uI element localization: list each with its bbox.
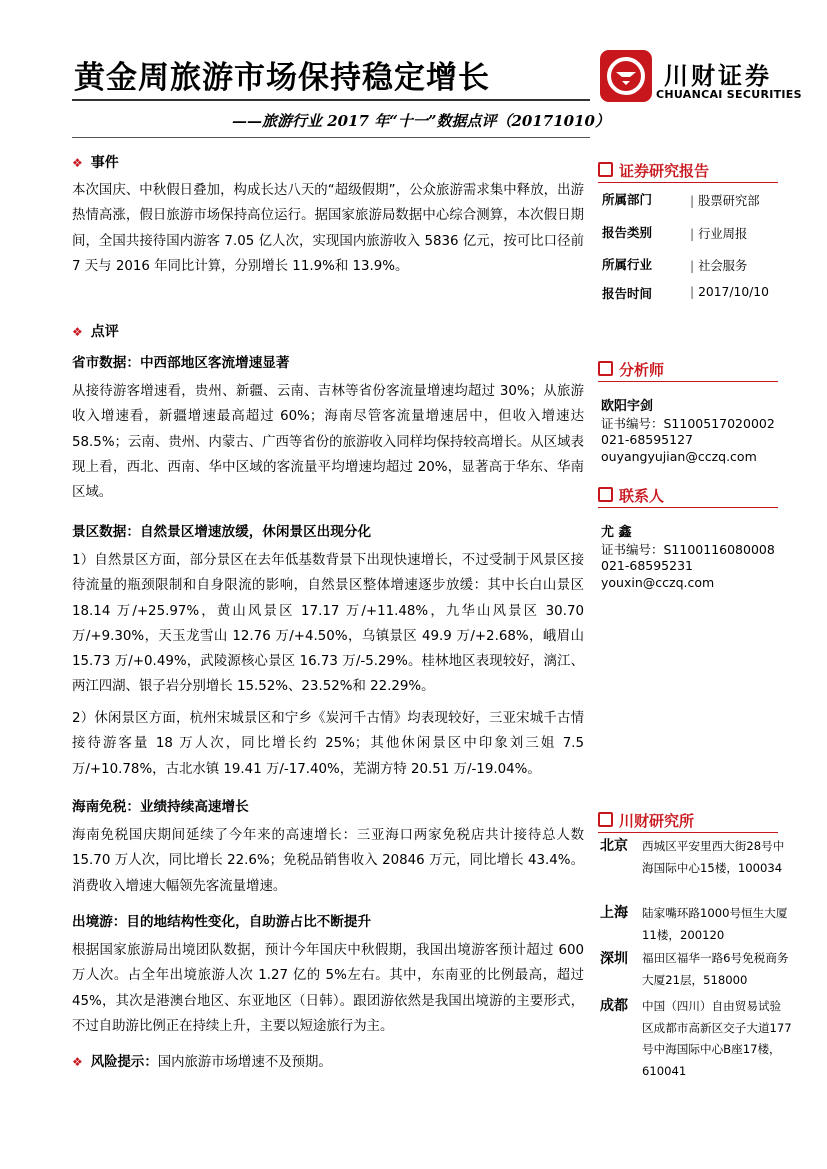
title-rule: [72, 99, 590, 101]
info-value: | 行业周报: [690, 224, 747, 242]
institute-heading: 川财研究所: [598, 810, 694, 831]
side-rule: [598, 832, 778, 833]
report-subtitle: ——旅游行业 2017 年“十一”数据点评（20171010）: [232, 112, 610, 130]
section-heading-scenic: 景区数据：自然景区增速放缓，休闲景区出现分化: [72, 524, 372, 540]
office-city: 深圳: [600, 951, 628, 967]
diamond-bullet-icon: ❖: [72, 156, 83, 170]
side-rule: [598, 182, 778, 183]
event-text: 本次国庆、中秋假日叠加，构成长达八天的“超级假期”，公众旅游需求集中释放，出游热情高涨，假日旅游市场保持高位运行。据国家旅游局数据中心综合测算，本次假日期间，全国共接待国内游客 7.05 亿人次，实现国内旅游收入 5836 亿元，按可比口径前 7 天与 2016 年同比计算，分别增长 11.9%和 13.9%。: [72, 183, 584, 274]
section-heading-province: 省市数据：中西部地区客流增速显著: [72, 355, 290, 371]
analyst-phone: 021-68595127: [601, 432, 693, 447]
info-label: 报告类别: [602, 225, 653, 240]
section-paragraph: 海南免税国庆期间延续了今年来的高速增长：三亚海口两家免税店共计接待总人数 15.70 万人次，同比增长 22.6%；免税品销售收入 20846 万元，同比增长 43.4%。消费收入增速大幅领先客流量增速。: [72, 828, 584, 894]
diamond-bullet-icon: ❖: [72, 1055, 83, 1069]
office-address: 中国（四川）自由贸易试验区成都市高新区交子大道177号中海国际中心B座17楼，610041: [642, 999, 792, 1078]
contact-card: [601, 525, 775, 591]
subtitle-rule: [72, 137, 590, 138]
info-label: 所属行业: [602, 257, 653, 272]
section-paragraph: 2）休闲景区方面，杭州宋城景区和宁乡《炭河千古情》均表现较好，三亚宋城千古情接待游客量 18 万人次，同比增长约 25%；其他休闲景区中印象刘三姐 7.5 万/+10.78%，古北水镇 19.41 万/-17.40%，芜湖方特 20.51 万/-19.04%。: [72, 711, 584, 777]
contact-name: 尤 鑫: [601, 525, 632, 540]
report-title: 黄金周旅游市场保持稳定增长: [74, 60, 490, 96]
info-label: 报告时间: [602, 286, 653, 301]
section-paragraph: 根据国家旅游局出境团队数据，预计今年国庆中秋假期，我国出境游客预计超过 600 万人次。占全年出境旅游人次 1.27 亿的 5%左右。其中，东南亚的比例最高，超过 45%，其次是港澳台地区、东亚地区（日韩）。跟团游依然是我国出境游的主要形式，不过自助游比例正在持续上升，主要以短途旅行为主。: [72, 943, 584, 1034]
square-bullet-icon: [598, 361, 613, 376]
contact-heading: 联系人: [598, 485, 664, 506]
side-rule: [598, 507, 778, 508]
info-label: 所属部门: [602, 192, 653, 207]
brand-name-en: CHUANCAI SECURITIES: [656, 88, 802, 101]
analyst-card: [601, 399, 775, 465]
analyst-name: 欧阳宇剑: [601, 399, 654, 414]
report-type-heading: 证券研究报告: [598, 160, 709, 181]
office-address: 陆家嘴环路1000号恒生大厦11楼，200120: [642, 906, 788, 942]
brand-name: 川财证券: [664, 62, 772, 90]
square-bullet-icon: [598, 162, 613, 177]
office-city: 上海: [600, 905, 628, 921]
office-city: 北京: [600, 838, 628, 854]
contact-email[interactable]: youxin@cczq.com: [601, 574, 715, 590]
analyst-cert: 证书编号：S1100517020002: [601, 415, 775, 431]
risk-note: ❖ 风险提示：国内旅游市场增速不及预期。: [72, 1055, 332, 1070]
section-paragraph: 1）自然景区方面，部分景区在去年低基数背景下出现快速增长，不过受制于风景区接待流量的瓶颈限制和自身限流的影响，自然景区整体增速逐步放缓：其中长白山景区 18.14 万/+25.97%，黄山风景区 17.17 万/+11.48%，九华山风景区 30.70 万/+9.30%，天玉龙雪山 12.76 万/+4.50%，乌镇景区 49.9 万/+2.68%，峨眉山 15.73 万/+0.49%，武陵源核心景区 16.73 万/-5.29%。桂林地区表现较好，漓江、两江四湖、银子岩分别增长 15.52%、23.52%和 22.29%。: [72, 553, 584, 695]
contact-cert: 证书编号：S1100116080008: [601, 541, 775, 557]
office-address: 西城区平安里西大街28号中海国际中心15楼，100034: [642, 839, 785, 875]
info-value: | 2017/10/10: [690, 285, 769, 299]
contact-phone: 021-68595231: [601, 558, 693, 573]
side-rule: [598, 381, 778, 382]
chuancai-logo-icon: [600, 50, 652, 102]
section-heading-hainan: 海南免税：业绩持续高速增长: [72, 799, 249, 815]
diamond-bullet-icon: ❖: [72, 325, 83, 339]
office-address: 福田区福华一路6号免税商务大厦21层，518000: [642, 951, 789, 987]
info-value: | 股票研究部: [690, 191, 760, 209]
square-bullet-icon: [598, 812, 613, 827]
square-bullet-icon: [598, 487, 613, 502]
analyst-heading: 分析师: [598, 359, 664, 380]
review-heading: ❖ 点评: [72, 324, 119, 340]
section-paragraph: 从接待游客增速看，贵州、新疆、云南、吉林等省份客流量增速均超过 30%；从旅游收入增速看，新疆增速最高超过 60%；海南尽管客流量增速居中，但收入增速达 58.5%；云南、贵州、内蒙古、广西等省份的旅游收入同样均保持较高增长。从区域表现上看，西北、西南、华中区域的客流量平均增速均超过 20%，显著高于华东、华南区域。: [72, 384, 584, 501]
event-heading: ❖ 事件: [72, 155, 119, 171]
office-city: 成都: [600, 998, 628, 1014]
section-heading-outbound: 出境游：目的地结构性变化，自助游占比不断提升: [72, 914, 372, 930]
analyst-email[interactable]: ouyangyujian@cczq.com: [601, 448, 757, 464]
info-value: | 社会服务: [690, 256, 747, 274]
